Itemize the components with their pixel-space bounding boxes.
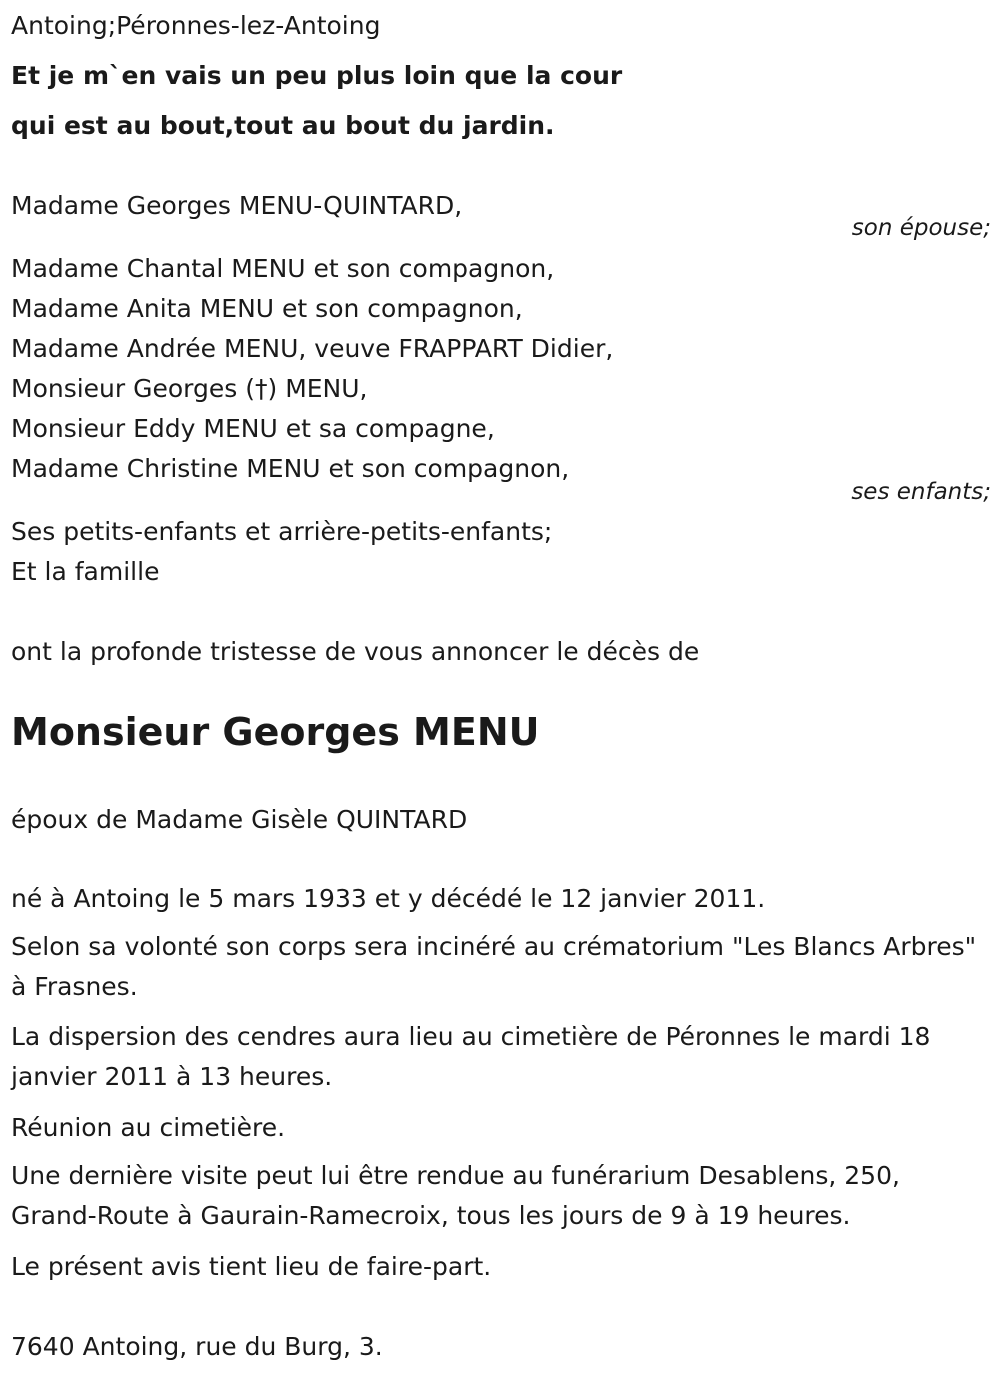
grandchildren-line: Ses petits-enfants et arrière-petits-enfants; — [11, 517, 553, 546]
quote-line-1: Et je m`en vais un peu plus loin que la cour — [11, 61, 623, 90]
child-item: Madame Christine MENU et son compagnon, — [11, 454, 570, 483]
spouse-of-line: époux de Madame Gisèle QUINTARD — [11, 805, 468, 834]
spouse-relation: son épouse; — [851, 215, 991, 241]
children-relation: ses enfants; — [851, 479, 991, 505]
child-item: Monsieur Georges (†) MENU, — [11, 374, 368, 403]
family-line: Et la famille — [11, 557, 160, 586]
child-item: Madame Chantal MENU et son compagnon, — [11, 254, 555, 283]
meeting-line: Réunion au cimetière. — [11, 1113, 286, 1142]
child-item: Madame Anita MENU et son compagnon, — [11, 294, 523, 323]
dispersion-paragraph: La dispersion des cendres aura lieu au cimetière de Péronnes le mardi 18 janvier 2011 à 13 heures. — [11, 1022, 931, 1091]
visit-paragraph: Une dernière visite peut lui être rendue au funérarium Desablens, 250, Grand-Route à Gaurain-Ramecroix, tous les jours de 9 à 19 heures. — [11, 1161, 900, 1230]
announcement-line: ont la profonde tristesse de vous annoncer le décès de — [11, 637, 700, 666]
cremation-paragraph: Selon sa volonté son corps sera incinéré au crématorium "Les Blancs Arbres" à Frasnes. — [11, 932, 977, 1001]
child-item: Monsieur Eddy MENU et sa compagne, — [11, 414, 495, 443]
child-item: Madame Andrée MENU, veuve FRAPPART Didier, — [11, 334, 614, 363]
location-line: Antoing;Péronnes-lez-Antoing — [11, 11, 381, 40]
deceased-name: Monsieur Georges MENU — [11, 710, 540, 754]
quote-line-2: qui est au bout,tout au bout du jardin. — [11, 111, 555, 140]
spouse-name: Madame Georges MENU-QUINTARD, — [11, 191, 463, 220]
birth-death-line: né à Antoing le 5 mars 1933 et y décédé le 12 janvier 2011. — [11, 884, 766, 913]
address-line: 7640 Antoing, rue du Burg, 3. — [11, 1332, 383, 1361]
notice-line: Le présent avis tient lieu de faire-part. — [11, 1252, 492, 1281]
